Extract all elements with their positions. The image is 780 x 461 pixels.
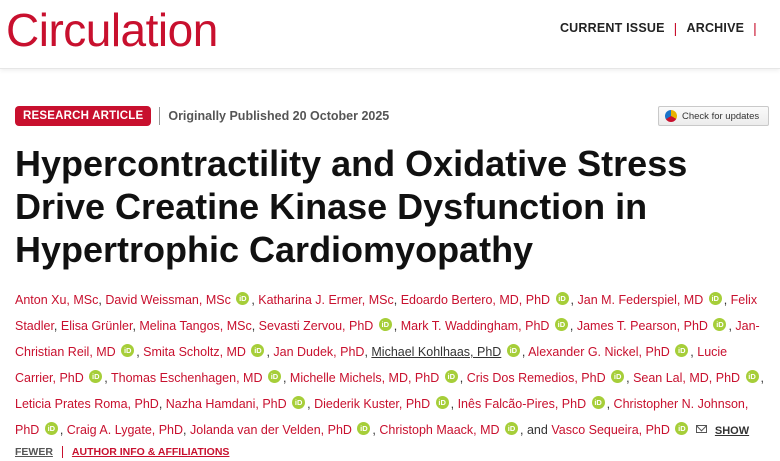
author-name[interactable]: Lucie Carrier, PhD — [15, 345, 728, 385]
author-list — [15, 287, 767, 444]
author-controls — [15, 446, 229, 458]
article-meta — [15, 106, 389, 126]
author-separator: , — [372, 423, 380, 437]
orcid-icon[interactable]: iD — [592, 396, 605, 409]
author-name[interactable]: Vasco Sequeira, PhD — [551, 423, 670, 437]
author-name[interactable]: Sean Lal, MD, PhD — [633, 371, 741, 385]
author-separator: , — [760, 371, 765, 385]
orcid-icon[interactable]: iD — [379, 318, 392, 331]
author-name[interactable]: Christoph Maack, MD — [379, 423, 500, 437]
orcid-icon[interactable]: iD — [45, 422, 58, 435]
author-name[interactable]: Melina Tangos, MSc — [139, 319, 252, 333]
author-separator: , — [521, 345, 529, 359]
check-for-updates-label: Check for updates — [682, 110, 760, 122]
orcid-icon[interactable]: iD — [268, 370, 281, 383]
author-name[interactable]: Felix Stadler — [15, 293, 758, 333]
author-separator: , — [104, 371, 111, 385]
author-info-affiliations-link[interactable]: AUTHOR INFO & AFFILIATIONS — [71, 446, 230, 458]
author-name[interactable]: David Weissman, MSc — [105, 293, 231, 307]
publication-date: Originally Published 20 October 2025 — [168, 109, 390, 123]
author-separator: , — [450, 397, 458, 411]
author-name[interactable]: Thomas Eschenhagen, MD — [111, 371, 263, 385]
fewer-authors-link[interactable]: FEWER — [15, 446, 53, 458]
author-name[interactable]: Smita Scholtz, MD — [143, 345, 246, 359]
author-name[interactable]: Cris Dos Remedios, PhD — [466, 371, 606, 385]
article-type-badge: RESEARCH ARTICLE — [15, 106, 151, 126]
article-title: Hypercontractility and Oxidative Stress Drive Creatine Kinase Dysfunction in Hypertrophic Cardiomyopathy — [15, 143, 688, 270]
author-name[interactable]: Nazha Hamdani, PhD — [165, 397, 287, 411]
author-separator: , — [251, 293, 259, 307]
author-separator: , — [626, 371, 634, 385]
author-name[interactable]: Jolanda van der Velden, PhD — [190, 423, 352, 437]
author-separator: , — [158, 397, 166, 411]
orcid-icon[interactable]: iD — [709, 292, 722, 305]
nav-divider: | — [673, 20, 678, 36]
orcid-icon[interactable]: iD — [251, 344, 264, 357]
orcid-icon[interactable]: iD — [436, 396, 449, 409]
check-for-updates-button[interactable] — [658, 106, 769, 126]
author-name[interactable]: Mark T. Waddingham, PhD — [400, 319, 550, 333]
orcid-icon[interactable]: iD — [507, 344, 520, 357]
author-separator: , — [393, 319, 401, 333]
author-separator: , — [266, 345, 274, 359]
orcid-icon[interactable]: iD — [121, 344, 134, 357]
orcid-icon[interactable]: iD — [675, 344, 688, 357]
orcid-icon[interactable]: iD — [89, 370, 102, 383]
orcid-icon[interactable]: iD — [505, 422, 518, 435]
author-separator: , — [728, 319, 736, 333]
author-and-text: and — [526, 423, 548, 437]
author-separator: , — [364, 345, 372, 359]
orcid-icon[interactable]: iD — [611, 370, 624, 383]
orcid-icon[interactable]: iD — [445, 370, 458, 383]
author-separator: , — [393, 293, 401, 307]
author-name[interactable]: Jan M. Federspiel, MD — [577, 293, 704, 307]
author-separator: , — [53, 319, 61, 333]
controls-divider — [62, 446, 63, 458]
author-separator: , — [132, 319, 140, 333]
author-separator: , — [606, 397, 614, 411]
author-separator: , — [459, 371, 467, 385]
author-name[interactable]: Inês Falcão-Pires, PhD — [457, 397, 587, 411]
author-separator: , — [282, 371, 290, 385]
author-name[interactable]: Elisa Grünler — [60, 319, 133, 333]
author-name[interactable]: Jan Dudek, PhD — [273, 345, 365, 359]
author-name[interactable]: Anton Xu, MSc — [15, 293, 99, 307]
orcid-icon[interactable]: iD — [713, 318, 726, 331]
author-separator: , — [520, 423, 527, 437]
orcid-icon[interactable]: iD — [556, 292, 569, 305]
journal-logo[interactable]: Circulation — [6, 4, 218, 56]
orcid-icon[interactable]: iD — [236, 292, 249, 305]
orcid-icon[interactable]: iD — [746, 370, 759, 383]
author-name[interactable]: Sevasti Zervou, PhD — [258, 319, 374, 333]
orcid-icon[interactable]: iD — [555, 318, 568, 331]
orcid-icon[interactable]: iD — [292, 396, 305, 409]
author-separator: , — [723, 293, 731, 307]
author-name[interactable]: Leticia Prates Roma, PhD — [15, 397, 159, 411]
author-name[interactable]: Katharina J. Ermer, MSc — [258, 293, 394, 307]
author-name[interactable]: Christopher N. Johnson, PhD — [15, 397, 749, 437]
top-nav — [560, 20, 766, 36]
author-name[interactable]: James T. Pearson, PhD — [576, 319, 708, 333]
author-separator: , — [690, 345, 698, 359]
author-separator: , — [569, 319, 577, 333]
author-separator: , — [183, 423, 190, 437]
show-authors-button[interactable]: SHOW — [714, 425, 750, 437]
email-icon[interactable] — [696, 425, 707, 433]
author-name[interactable]: Michelle Michels, MD, PhD — [289, 371, 440, 385]
author-separator: , — [307, 397, 315, 411]
orcid-icon[interactable]: iD — [675, 422, 688, 435]
author-separator: , — [570, 293, 578, 307]
nav-current-issue[interactable]: CURRENT ISSUE — [559, 21, 665, 35]
author-name[interactable]: Craig A. Lygate, PhD — [66, 423, 184, 437]
author-name[interactable]: Alexander G. Nickel, PhD — [528, 345, 670, 359]
author-name[interactable]: Edoardo Bertero, MD, PhD — [400, 293, 551, 307]
author-separator: , — [251, 319, 259, 333]
author-separator: , — [59, 423, 67, 437]
author-separator: , — [136, 345, 144, 359]
site-header — [0, 0, 780, 69]
author-name[interactable]: Jan-Christian Reil, MD — [15, 319, 760, 359]
orcid-icon[interactable]: iD — [357, 422, 370, 435]
meta-divider — [159, 107, 160, 125]
author-name[interactable]: Michael Kohlhaas, PhD — [371, 345, 502, 359]
nav-archive[interactable]: ARCHIVE — [686, 21, 745, 35]
author-name[interactable]: Diederik Kuster, PhD — [314, 397, 431, 411]
nav-divider: | — [753, 20, 757, 36]
author-separator: , — [98, 293, 106, 307]
crossmark-icon — [665, 110, 677, 122]
